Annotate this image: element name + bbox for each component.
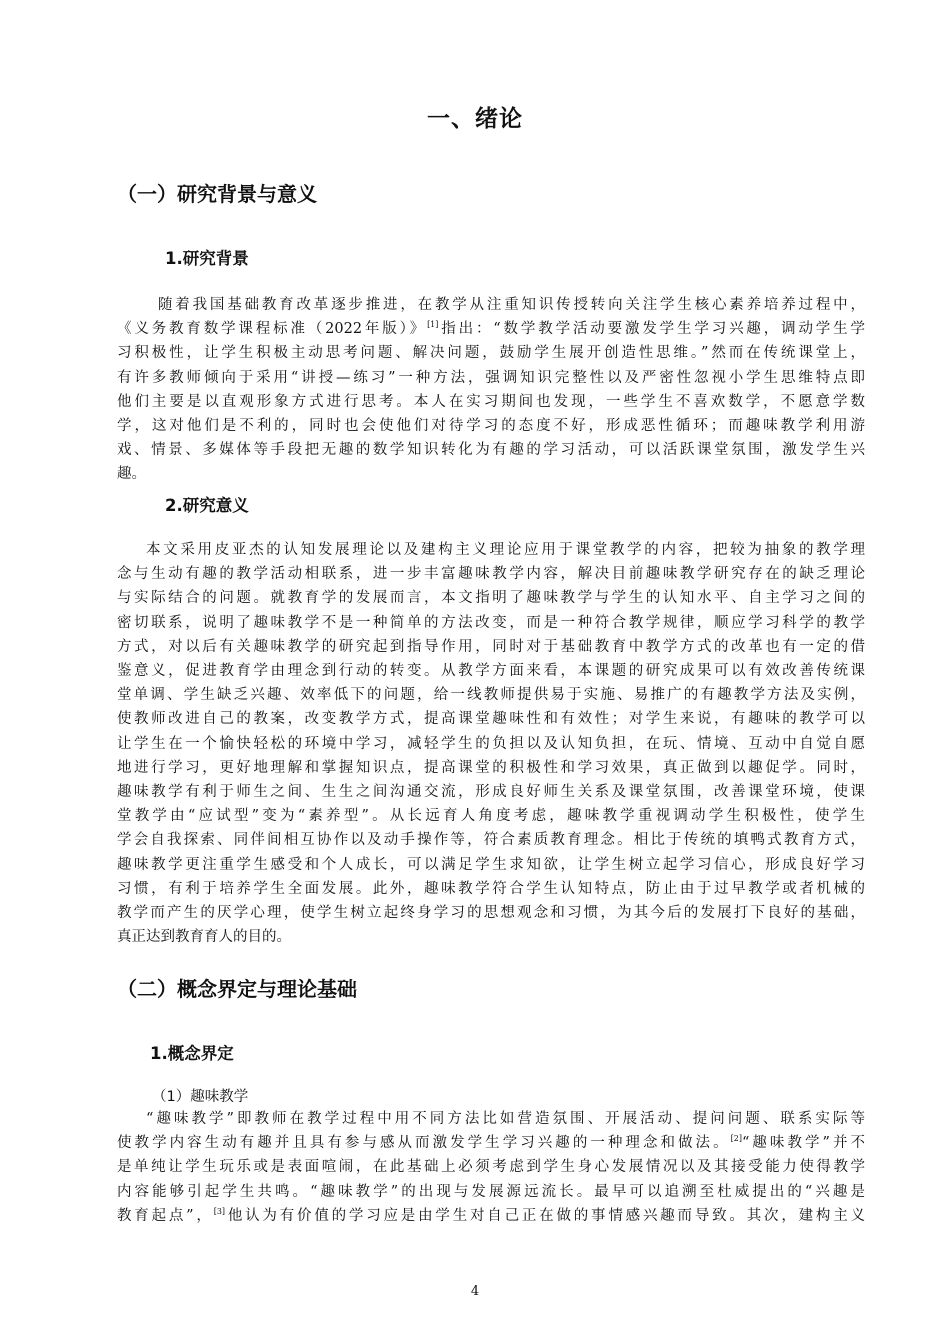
text-line: 有许多教师倾向于采用“讲授—练习”一种方法，强调知识完整性以及严密性忽视小学生思维特点即 — [117, 369, 865, 386]
citation-marker: [3] — [213, 1206, 226, 1216]
text-line: 地进行学习，更好地理解和掌握知识点，提高课堂的积极性和学习效果，真正做到以趣促学。同时， — [117, 759, 865, 776]
subsection-heading-research-significance: 2.研究意义 — [165, 496, 249, 515]
text-line: 本文采用皮亚杰的认知发展理论以及建构主义理论应用于课堂教学的内容，把较为抽象的教学理 — [146, 542, 865, 558]
text-line: 趣味教学有利于师生之间、生生之间沟通交流，形成良好师生关系及课堂氛围，改善课堂环境，使课 — [117, 784, 865, 801]
text-line: 戏、情景、多媒体等手段把无趣的数学知识转化为有趣的学习活动，可以活跃课堂氛围，激发学生兴 — [117, 442, 865, 459]
text-line: 方式，对以后有关趣味教学的研究起到指导作用，同时对于基础教育中教学方式的改革也有一定的借 — [117, 638, 865, 655]
text-fragment: 指出：“数学教学活动要激发学生学习兴趣，调动学生学 — [438, 321, 865, 338]
text-line: 他们主要是以直观形象方式进行思考。本人在实习期间也发现，一些学生不喜欢数学，不愿意学数 — [117, 393, 865, 410]
paragraph-research-significance — [117, 538, 865, 949]
subsection-heading-research-background: 1.研究背景 — [165, 249, 249, 268]
text-line: 随着我国基础教育改革逐步推进，在教学从注重知识传授转向关注学生核心素养培养过程中， — [158, 297, 865, 313]
text-line: 内容能够引起学生共鸣。“趣味教学”的出现与发展源远流长。最早可以追溯至杜威提出的“兴趣是 — [117, 1183, 865, 1200]
text-fragment: “趣味教学”并不 — [741, 1135, 865, 1152]
text-line: 真正达到教育育人的目的。 — [117, 929, 291, 946]
text-fragment: 使教学内容生动有趣并且具有参与感从而激发学生学习兴趣的一种理念和做法。 — [117, 1135, 731, 1152]
paragraph-research-background — [117, 293, 865, 487]
page-number: 4 — [470, 1284, 480, 1299]
citation-marker: [1] — [427, 320, 439, 330]
section-heading-concepts: （二）概念界定与理论基础 — [117, 977, 357, 1001]
subsection-heading-concept-definition: 1.概念界定 — [150, 1044, 234, 1063]
text-line: 让学生在一个愉快轻松的环境中学习，减轻学生的负担以及认知负担，在玩、情境、互动中自觉自愿 — [117, 735, 865, 752]
text-line: 趣。 — [117, 466, 146, 483]
citation-marker: [2] — [730, 1134, 742, 1144]
text-line: 念与生动有趣的教学活动相联系，进一步丰富趣味教学内容，解决目前趣味教学研究存在的缺乏理论 — [117, 566, 865, 583]
text-fragment: 《义务教育数学课程标准（2022年版）》 — [117, 321, 428, 338]
item-heading-fun-teaching: （1）趣味教学 — [152, 1089, 249, 1105]
text-line: 习惯，有利于培养学生全面发展。此外，趣味教学符合学生认知特点，防止由于过早教学或者机械的 — [117, 880, 865, 897]
section-heading-background: （一）研究背景与意义 — [117, 182, 317, 206]
text-fragment: 教育起点”， — [117, 1207, 214, 1224]
text-line: 学会自我探索、同伴间相互协作以及动手操作等，符合素质教育理念。相比于传统的填鸭式教育方式， — [117, 832, 865, 849]
text-line: 习积极性，让学生积极主动思考问题、解决问题，鼓励学生展开创造性思维。”然而在传统课堂上， — [117, 345, 865, 362]
text-line: 鉴意义，促进教育学由理念到行动的转变。从教学方面来看，本课题的研究成果可以有效改善传统课 — [117, 663, 865, 680]
text-line: 是单纯让学生玩乐或是表面喧闹，在此基础上必须考虑到学生身心发展情况以及其接受能力使得教学 — [117, 1159, 865, 1176]
text-line: 使教师改进自己的教案，改变教学方式，提高课堂趣味性和有效性；对学生来说，有趣味的教学可以 — [117, 711, 865, 728]
text-line: 堂单调、学生缺乏兴趣、效率低下的问题，给一线教师提供易于实施、易推广的有趣教学方法及实例， — [117, 687, 865, 704]
text-line: 趣味教学更注重学生感受和个人成长，可以满足学生求知欲，让学生树立起学习信心，形成良好学习 — [117, 856, 865, 873]
text-line — [117, 1131, 865, 1155]
chapter-title: 一、绪论 — [427, 106, 523, 132]
text-line: 教学而产生的厌学心理，使学生树立起终身学习的思想观念和习惯，为其今后的发展打下良好的基础， — [117, 905, 865, 922]
text-line: 学，这对他们是不利的，同时也会使他们对待学习的态度不好，形成恶性循环；而趣味教学利用游 — [117, 418, 865, 435]
text-line — [117, 317, 865, 341]
text-fragment: 他认为有价值的学习应是由学生对自己正在做的事情感兴趣而导致。其次，建构主义 — [225, 1207, 866, 1224]
text-line: 密切联系，说明了趣味教学不是一种简单的方法改变，而是一种符合教学规律，顺应学习科学的教学 — [117, 614, 865, 631]
paragraph-fun-teaching — [117, 1107, 865, 1228]
text-line: 堂教学由“应试型”变为“素养型”。从长远育人角度考虑，趣味教学重视调动学生积极性，使学生 — [117, 808, 865, 825]
text-line: 与实际结合的问题。就教育学的发展而言，本文指明了趣味教学与学生的认知水平、自主学习之间的 — [117, 590, 865, 607]
text-line — [117, 1204, 865, 1228]
text-line: “趣味教学”即教师在教学过程中用不同方法比如营造氛围、开展活动、提问问题、联系实际等 — [146, 1111, 865, 1127]
